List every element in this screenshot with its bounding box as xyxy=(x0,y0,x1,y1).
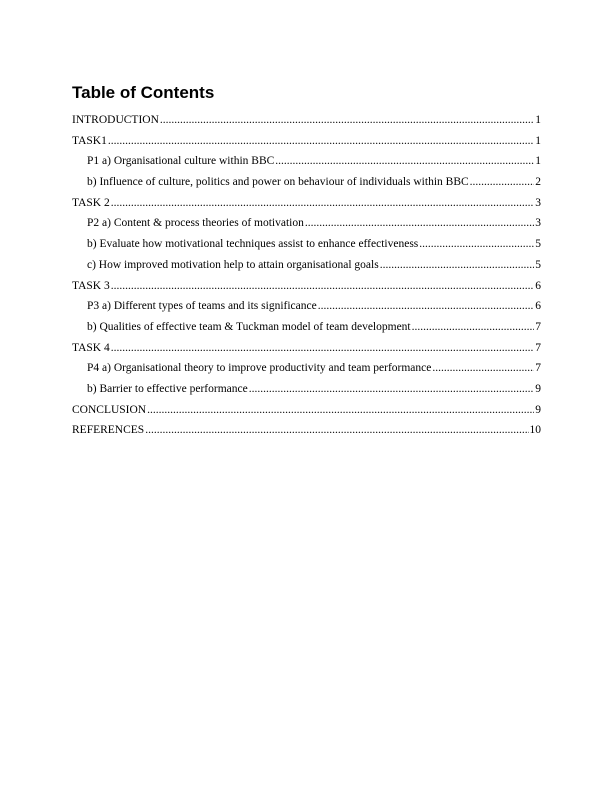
toc-page-number: 3 xyxy=(535,217,541,230)
toc-entry-task4[interactable] xyxy=(72,342,541,363)
toc-entry-text: CONCLUSION xyxy=(72,403,147,416)
toc-entry-text: REFERENCES xyxy=(72,424,145,437)
toc-entry-text: TASK1 xyxy=(72,134,107,147)
toc-entry-text: INTRODUCTION xyxy=(72,114,159,126)
toc-dot-leader xyxy=(419,238,534,250)
toc-dot-leader xyxy=(147,404,534,416)
toc-page-number: 6 xyxy=(535,300,541,313)
toc-list xyxy=(72,114,541,445)
toc-dot-leader xyxy=(111,280,535,292)
toc-page-number: 10 xyxy=(529,424,541,437)
toc-page-number: 6 xyxy=(535,279,541,292)
toc-entry-task1[interactable] xyxy=(72,135,541,156)
toc-entry-p2a[interactable] xyxy=(72,217,541,238)
toc-entry-task2-b[interactable] xyxy=(72,238,541,259)
toc-dot-leader xyxy=(145,424,528,436)
toc-page-number: 9 xyxy=(535,382,541,395)
toc-dot-leader xyxy=(412,321,535,333)
toc-dot-leader xyxy=(111,342,535,354)
toc-dot-leader xyxy=(432,362,534,374)
toc-entry-task3[interactable] xyxy=(72,280,541,301)
toc-page-number: 9 xyxy=(535,403,541,416)
toc-dot-leader xyxy=(275,155,534,167)
toc-entry-conclusion[interactable] xyxy=(72,404,541,425)
toc-entry-text: P3 a) Different types of teams and its significance xyxy=(87,300,317,313)
toc-entry-text: b) Barrier to effective performance xyxy=(87,382,248,395)
toc-entry-text: b) Evaluate how motivational techniques assist to enhance effectiveness xyxy=(87,238,419,251)
toc-dot-leader xyxy=(111,197,535,209)
toc-page-number: 7 xyxy=(535,341,541,354)
toc-entry-p3a[interactable] xyxy=(72,300,541,321)
toc-entry-text: TASK 2 xyxy=(72,196,110,209)
toc-title: Table of Contents xyxy=(72,83,215,102)
toc-dot-leader xyxy=(305,217,534,229)
toc-page-number: 2 xyxy=(535,176,541,189)
toc-page-number: 7 xyxy=(535,320,541,333)
toc-page-number: 7 xyxy=(535,362,541,375)
toc-entry-text: b) Influence of culture, politics and power on behaviour of individuals within BBC xyxy=(87,176,469,189)
toc-page-number: 5 xyxy=(535,238,541,251)
toc-entry-task2[interactable] xyxy=(72,197,541,218)
toc-entry-references[interactable] xyxy=(72,424,541,445)
toc-page-number: 1 xyxy=(535,134,541,147)
toc-dot-leader xyxy=(380,259,535,271)
toc-dot-leader xyxy=(318,300,535,312)
toc-dot-leader xyxy=(249,383,535,395)
toc-page-number: 5 xyxy=(535,258,541,271)
toc-entry-text: TASK 3 xyxy=(72,279,110,292)
toc-entry-text: P4 a) Organisational theory to improve productivity and team performance xyxy=(87,362,432,375)
toc-entry-task2-c[interactable] xyxy=(72,259,541,280)
toc-page-number: 1 xyxy=(535,155,541,168)
toc-entry-task3-b[interactable] xyxy=(72,321,541,342)
toc-entry-text: b) Qualities of effective team & Tuckman model of team development xyxy=(87,320,411,333)
toc-entry-text: c) How improved motivation help to attain organisational goals xyxy=(87,258,379,271)
toc-dot-leader xyxy=(160,114,534,126)
toc-entry-text: TASK 4 xyxy=(72,341,110,354)
toc-entry-task4-b[interactable] xyxy=(72,383,541,404)
toc-page-number: 1 xyxy=(535,114,541,126)
toc-entry-text: P2 a) Content & process theories of motivation xyxy=(87,217,304,230)
toc-entry-p4a[interactable] xyxy=(72,362,541,383)
toc-entry-introduction[interactable] xyxy=(72,114,541,135)
toc-entry-task1-b[interactable] xyxy=(72,176,541,197)
toc-entry-p1a[interactable] xyxy=(72,155,541,176)
toc-dot-leader xyxy=(470,176,535,188)
toc-entry-text: P1 a) Organisational culture within BBC xyxy=(87,155,275,168)
toc-dot-leader xyxy=(108,135,534,147)
toc-page-number: 3 xyxy=(535,196,541,209)
